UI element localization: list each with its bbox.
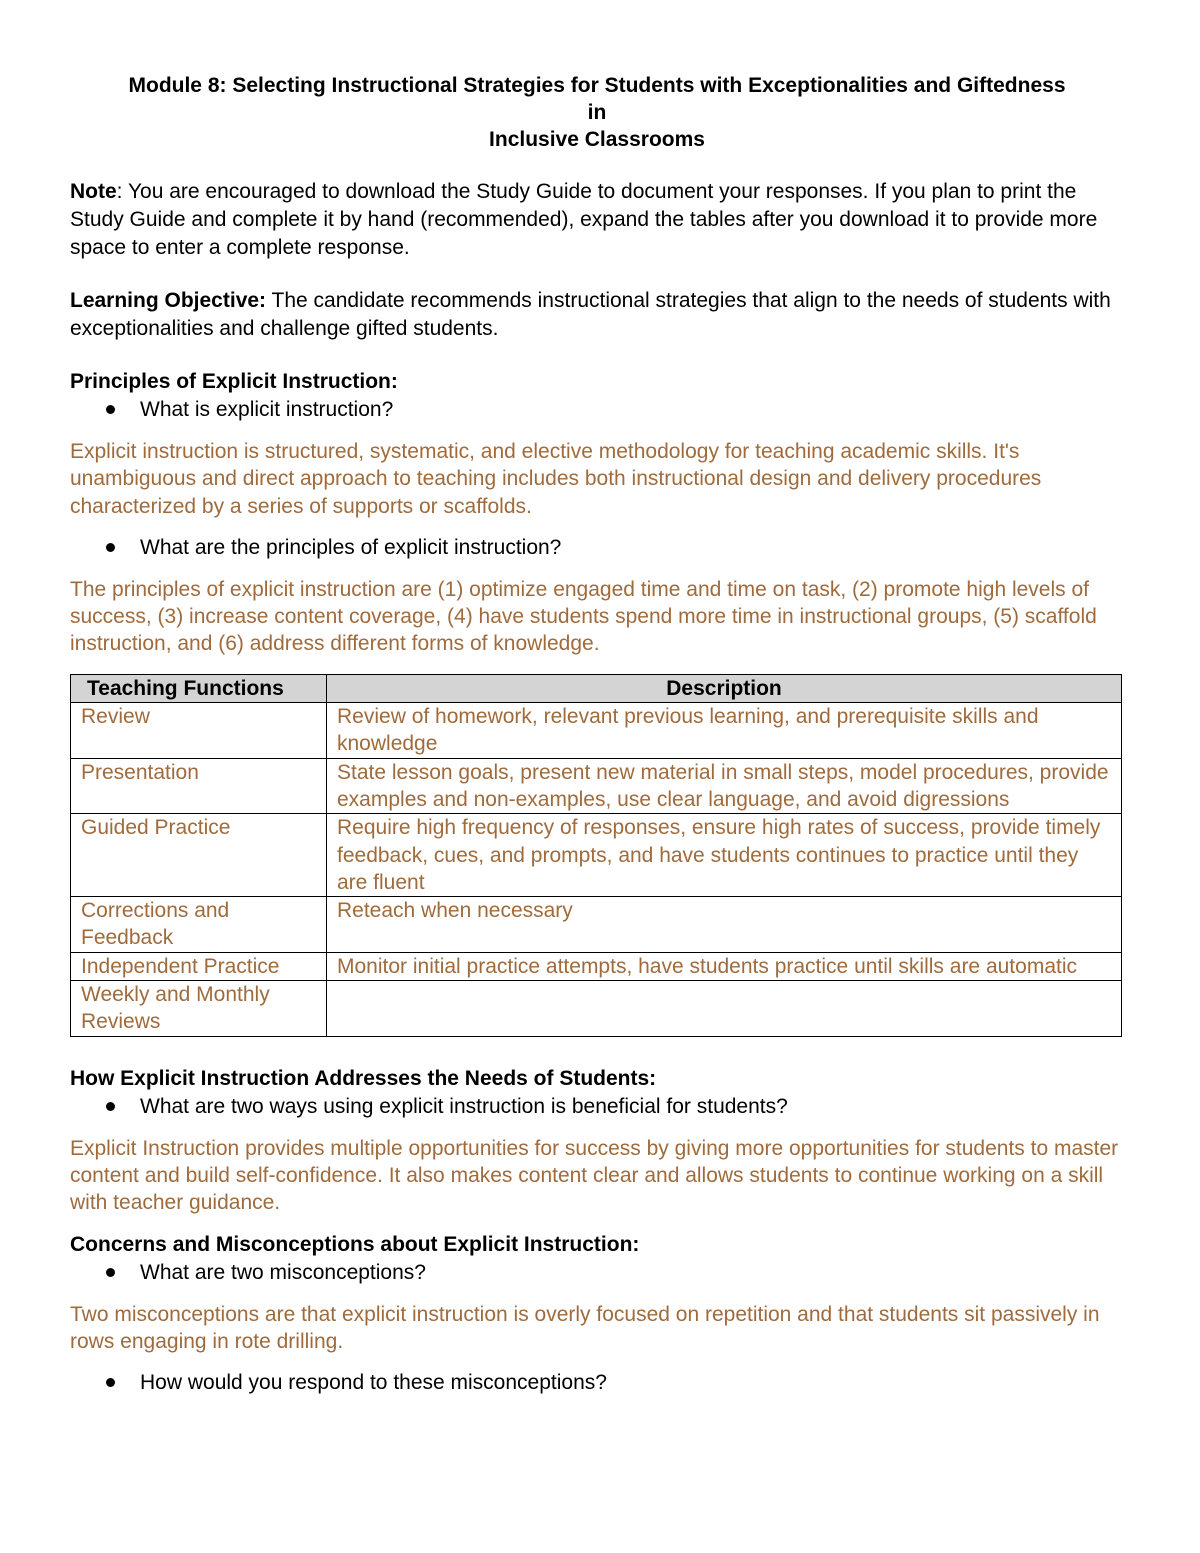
question-bullet <box>70 1369 1124 1397</box>
title-line-1: Module 8: Selecting Instructional Strategies for Students with Exceptionalities and Giftedness <box>128 74 1066 97</box>
note-text: : You are encouraged to download the Study Guide to document your responses. If you plan to print the Study Guide and complete it by hand (recommended), expand the tables after you download it to provide more space to enter a complete response. <box>70 180 1098 259</box>
table-cell-description <box>327 981 1122 1037</box>
bullet-icon <box>106 543 115 552</box>
table-cell-description: Review of homework, relevant previous learning, and prerequisite skills and knowledge <box>327 703 1122 759</box>
question-text: What are two ways using explicit instruction is beneficial for students? <box>140 1094 788 1118</box>
question-bullet <box>70 534 1124 562</box>
table-row <box>71 758 1122 814</box>
table-row <box>71 897 1122 953</box>
table-row <box>71 703 1122 759</box>
bullet-icon <box>106 1268 115 1277</box>
table-header-row <box>71 674 1122 702</box>
table-cell-function: Weekly and Monthly Reviews <box>71 981 327 1037</box>
answer-text: Two misconceptions are that explicit instruction is overly focused on repetition and that students sit passively in rows engaging in rote drilling. <box>70 1302 1100 1353</box>
title-line-2: in <box>587 101 607 124</box>
bullet-icon <box>106 1378 115 1387</box>
table-cell-function: Guided Practice <box>71 814 327 897</box>
question-bullet <box>70 1259 1124 1287</box>
document-page <box>70 72 1124 1397</box>
section-heading-principles: Principles of Explicit Instruction: <box>70 370 398 393</box>
table-cell-function: Presentation <box>71 758 327 814</box>
table-cell-function: Independent Practice <box>71 952 327 980</box>
section-heading-misconceptions: Concerns and Misconceptions about Explicit Instruction: <box>70 1232 640 1256</box>
table-row <box>71 952 1122 980</box>
question-text: What is explicit instruction? <box>140 398 394 421</box>
answer-text: Explicit Instruction provides multiple opportunities for success by giving more opportunities for students to master content and build self-confidence. It also makes content clear and allows students to continue working on a skill with teacher guidance. <box>70 1136 1119 1215</box>
section-heading-needs: How Explicit Instruction Addresses the Needs of Students: <box>70 1066 657 1090</box>
title-line-3: Inclusive Classrooms <box>489 128 705 151</box>
table-cell-description: State lesson goals, present new material in small steps, model procedures, provide examples and non-examples, use clear language, and avoid digressions <box>327 758 1122 814</box>
teaching-functions-table <box>70 674 1122 1037</box>
question-text: What are two misconceptions? <box>140 1260 426 1284</box>
table-row <box>71 814 1122 897</box>
objective-text: The candidate recommends instructional strategies that align to the needs of students with exceptionalities and challenge gifted students. <box>70 289 1111 340</box>
answer-text: The principles of explicit instruction are (1) optimize engaged time and time on task, (2) promote high levels of success, (3) increase content coverage, (4) have students spend more time in instructional groups, (5) scaffold instruction, and (6) address different forms of knowledge. <box>70 577 1097 656</box>
objective-paragraph <box>70 287 1124 343</box>
table-cell-description: Reteach when necessary <box>327 897 1122 953</box>
table-cell-description: Monitor initial practice attempts, have students practice until skills are automatic <box>327 952 1122 980</box>
document-title <box>70 72 1124 153</box>
note-label: Note <box>70 180 117 203</box>
column-header: Description <box>327 674 1122 702</box>
bullet-icon <box>106 405 115 414</box>
bullet-icon <box>106 1102 115 1111</box>
question-bullet <box>70 396 1124 424</box>
question-text: How would you respond to these misconceptions? <box>140 1371 607 1395</box>
answer-text: Explicit instruction is structured, systematic, and elective methodology for teaching academic skills. It's unambiguous and direct approach to teaching includes both instructional design and delivery procedures characterized by a series of supports or scaffolds. <box>70 440 1042 518</box>
question-bullet <box>70 1093 1124 1121</box>
table-cell-description: Require high frequency of responses, ensure high rates of success, provide timely feedback, cues, and prompts, and have students continues to practice until they are fluent <box>327 814 1122 897</box>
note-paragraph <box>70 178 1124 262</box>
table-cell-function: Corrections and Feedback <box>71 897 327 953</box>
table-row <box>71 981 1122 1037</box>
table-cell-function: Review <box>71 703 327 759</box>
objective-label: Learning Objective: <box>70 289 267 312</box>
column-header: Teaching Functions <box>71 674 327 702</box>
question-text: What are the principles of explicit instruction? <box>140 535 562 559</box>
